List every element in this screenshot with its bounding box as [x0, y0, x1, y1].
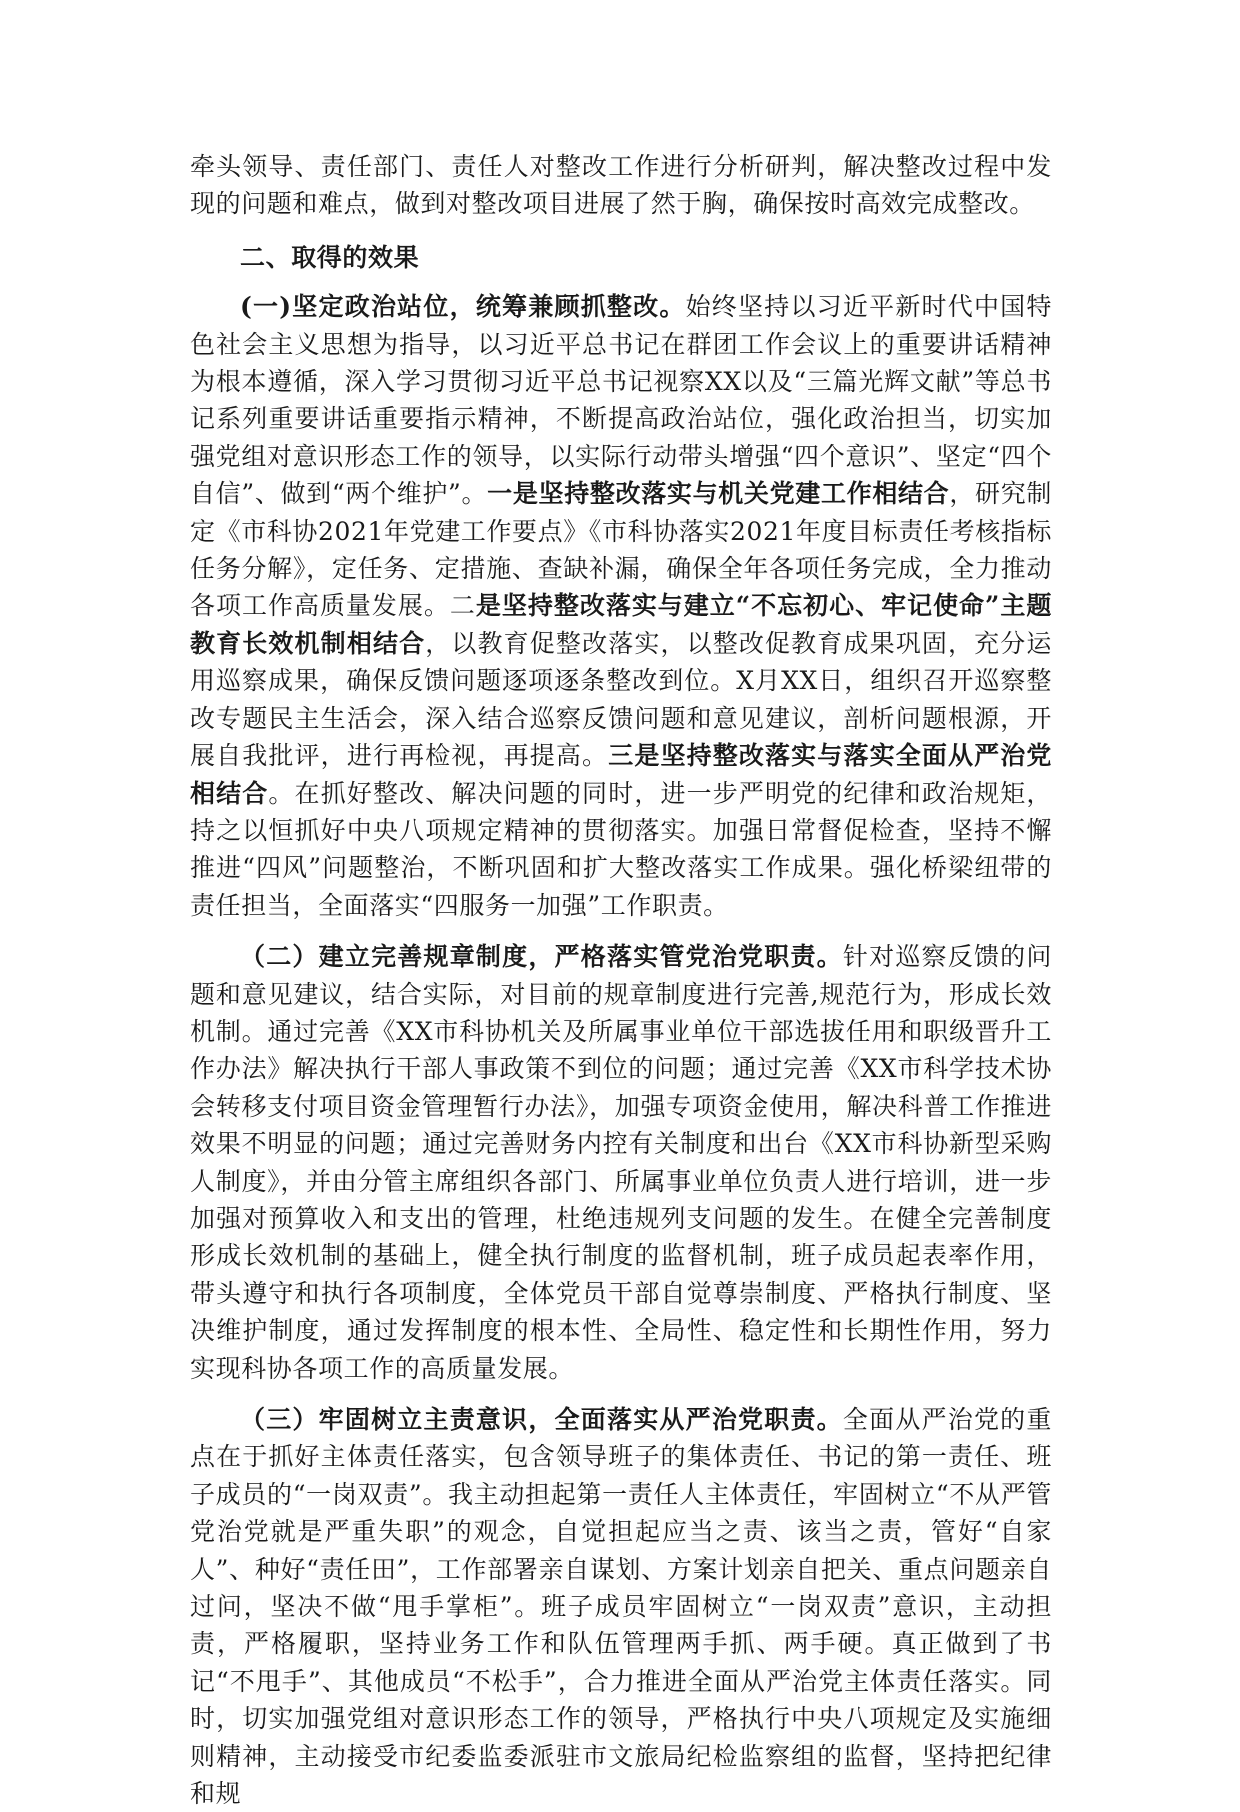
section-heading	[190, 239, 1052, 276]
text-run: 始终坚持以习近平新时代中国特色社会主义思想为指导，以习近平总书记在群团工作会议上的重要讲话精神为根本遵循，深入学习贯彻习近平总书记视察XX以及“三篇光辉文献”等总书记系列重要讲话重要指示精神，不断提高政治站位，强化政治担当，切实加强党组对意识形态工作的领导，以实际行动带头增强“四个意识”、坚定“四个自信”、做到“两个维护”。	[190, 292, 1052, 509]
point-1: 一是坚持整改落实与机关党建工作相结合	[487, 479, 950, 509]
text-run: 针对巡察反馈的问题和意见建议，结合实际，对目前的规章制度进行完善,规范行为，形成长效机制。通过完善《XX市科协机关及所属事业单位干部选拔任用和职级晋升工作办法》解决执行干部人事政策不到位的问题；通过完善《XX市科学技术协会转移支付项目资金管理暂行办法》，加强专项资金使用，解决科普工作推进效果不明显的问题；通过完善财务内控有关制度和出台《XX市科协新型采购人制度》，并由分管主席组织各部门、所属事业单位负责人进行培训，进一步加强对预算收入和支出的管理，杜绝违规列支问题的发生。在健全完善制度形成长效机制的基础上，健全执行制度的监督机制，班子成员起表率作用，带头遵守和执行各项制度，全体党员干部自觉尊崇制度、严格执行制度、坚决维护制度，通过发挥制度的根本性、全局性、稳定性和长期性作用，努力实现科协各项工作的高质量发展。	[190, 942, 1052, 1383]
point-3: 三是坚持整改落实与落实全面从严治党相结合	[190, 741, 1052, 808]
paragraph-section-2	[190, 938, 1052, 1387]
paragraph-section-3	[190, 1401, 1052, 1812]
text-run: 。在抓好整改、解决问题的同时，进一步严明党的纪律和政治规矩，持之以恒抓好中央八项规定精神的贯彻落实。加强日常督促检查，坚持不懈推进“四风”问题整治，不断巩固和扩大整改落实工作成果。强化桥梁纽带的责任担当，全面落实“四服务一加强”工作职责。	[190, 778, 1052, 920]
text-run: 全面从严治党的重点在于抓好主体责任落实，包含领导班子的集体责任、书记的第一责任、班子成员的“一岗双责”。我主动担起第一责任人主体责任，牢固树立“不从严管党治党就是严重失职”的观念，自觉担起应当之责、该当之责，管好“自家人”、种好“责任田”，工作部署亲自谋划、方案计划亲自把关、重点问题亲自过问，坚决不做“甩手掌柜”。班子成员牢固树立“一岗双责”意识，主动担责，严格履职，坚持业务工作和队伍管理两手抓、两手硬。真正做到了书记“不甩手”、其他成员“不松手”，合力推进全面从严治党主体责任落实。同时，切实加强党组对意识形态工作的领导，严格执行中央八项规定及实施细则精神，主动接受市纪委监委派驻市文旅局纪检监察组的监督，坚持把纪律和规	[190, 1405, 1052, 1809]
subheading-1: (一)坚定政治站位，统筹兼顾抓整改。	[240, 292, 686, 322]
paragraph-section-1	[190, 288, 1052, 924]
heading-text: 二、取得的效果	[240, 242, 420, 272]
paragraph-intro	[190, 148, 1052, 223]
text-run: ，研究制定《市科协2021年党建工作要点》《市科协落实2021年度目标责任考核指标任务分解》，定任务、定措施、查缺补漏，确保全年各项任务完成，全力推动各项工作高质量发展。二	[190, 479, 1052, 621]
subheading-3: （三）牢固树立主责意识，全面落实从严治党职责。	[240, 1405, 843, 1434]
point-2: 是坚持整改落实与建立“不忘初心、牢记使命”主题教育长效机制相结合	[190, 591, 1053, 658]
text-run: 牵头领导、责任部门、责任人对整改工作进行分析研判，解决整改过程中发现的问题和难点，做到对整改项目进展了然于胸，确保按时高效完成整改。	[190, 152, 1052, 219]
document-page	[190, 148, 1052, 1812]
text-run: ，以教育促整改落实，以整改促教育成果巩固，充分运用巡察成果，确保反馈问题逐项逐条整改到位。X月XX日，组织召开巡察整改专题民主生活会，深入结合巡察反馈问题和意见建议，剖析问题根源，开展自我批评，进行再检视，再提高。	[190, 628, 1053, 771]
subheading-2: （二）建立完善规章制度，严格落实管党治党职责。	[240, 942, 843, 972]
